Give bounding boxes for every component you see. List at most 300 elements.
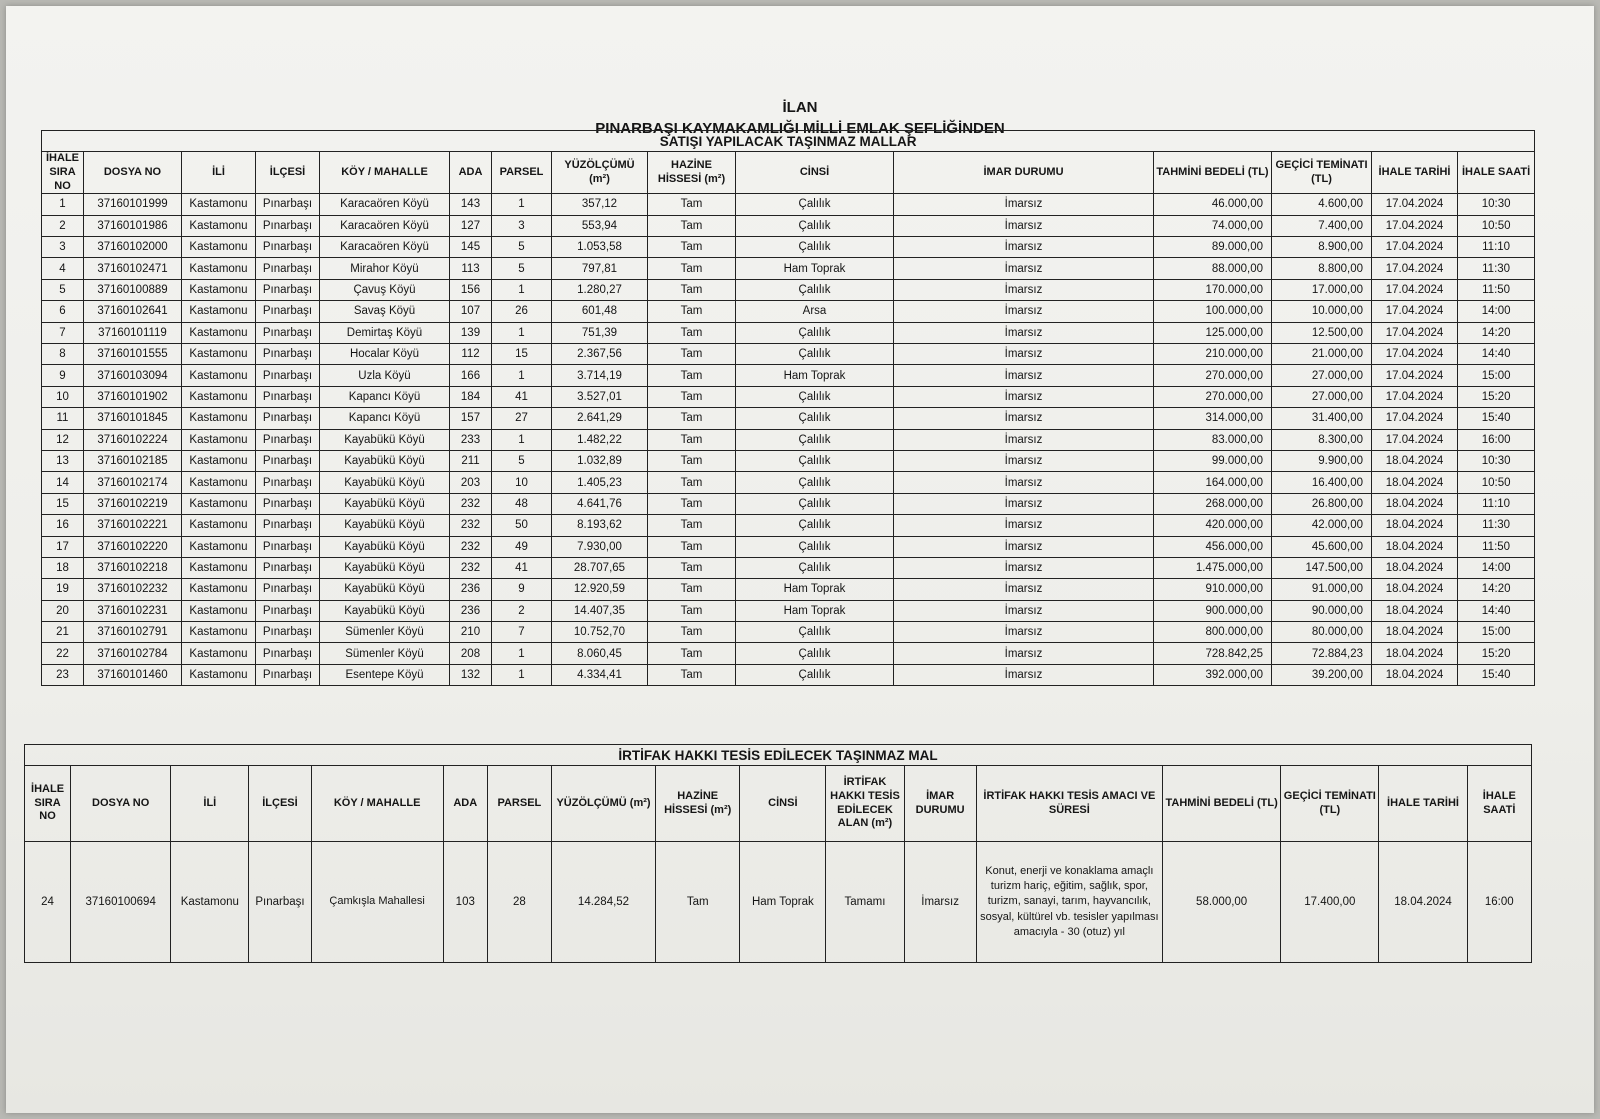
table-cell: 270.000,00 <box>1154 386 1272 407</box>
table-cell: 18 <box>42 557 84 578</box>
table-cell: 11 <box>42 408 84 429</box>
table-cell: 28 <box>487 842 551 963</box>
table-cell: 10.000,00 <box>1272 301 1372 322</box>
table-cell: İmarsız <box>894 429 1154 450</box>
table-cell: Çavuş Köyü <box>320 279 450 300</box>
table-cell: 8.900,00 <box>1272 237 1372 258</box>
easement-section-title: İRTİFAK HAKKI TESİS EDİLECEK TAŞINMAZ MAL <box>25 745 1532 766</box>
table-cell: 89.000,00 <box>1154 237 1272 258</box>
table-cell: 16.400,00 <box>1272 472 1372 493</box>
table-cell: Tam <box>648 279 736 300</box>
table-cell: 18.04.2024 <box>1379 842 1467 963</box>
table-cell: Demirtaş Köyü <box>320 322 450 343</box>
table-cell: 107 <box>450 301 492 322</box>
table-cell: Kastamonu <box>182 579 256 600</box>
column-header: İLÇESİ <box>256 152 320 194</box>
table-cell: 16:00 <box>1458 429 1535 450</box>
table-cell: 9 <box>42 365 84 386</box>
table-cell: 18.04.2024 <box>1372 450 1458 471</box>
table-cell: 3 <box>42 237 84 258</box>
table-cell: 166 <box>450 365 492 386</box>
table-cell: 601,48 <box>552 301 648 322</box>
table-cell: Çalılık <box>736 322 894 343</box>
column-header: KÖY / MAHALLE <box>311 766 443 842</box>
table-cell: Kastamonu <box>182 450 256 471</box>
table-cell: 1 <box>492 664 552 685</box>
table-cell: 37160101119 <box>84 322 182 343</box>
table-cell: Ham Toprak <box>740 842 826 963</box>
table-cell: 10 <box>42 386 84 407</box>
table-cell: Tam <box>648 301 736 322</box>
table-cell: Pınarbaşı <box>256 258 320 279</box>
table-cell: 37160100694 <box>71 842 171 963</box>
table-cell: Tam <box>648 429 736 450</box>
table-cell: Tam <box>648 450 736 471</box>
table-cell: Kayabükü Köyü <box>320 557 450 578</box>
table-cell: Kayabükü Köyü <box>320 536 450 557</box>
table-cell: 10 <box>492 472 552 493</box>
table-cell: Ham Toprak <box>736 600 894 621</box>
table-cell: 17.04.2024 <box>1372 429 1458 450</box>
table-cell: 41 <box>492 386 552 407</box>
table-cell: 15:20 <box>1458 386 1535 407</box>
table-cell: 8.060,45 <box>552 643 648 664</box>
table-cell: 18.04.2024 <box>1372 664 1458 685</box>
table-cell: Tam <box>648 365 736 386</box>
table-cell: 8.193,62 <box>552 515 648 536</box>
table-cell: 39.200,00 <box>1272 664 1372 685</box>
table-cell: 17.04.2024 <box>1372 258 1458 279</box>
table-row <box>42 429 1535 450</box>
table-cell: 203 <box>450 472 492 493</box>
table-cell: 26 <box>492 301 552 322</box>
table-cell: Kastamonu <box>182 515 256 536</box>
table-cell: 17.000,00 <box>1272 279 1372 300</box>
table-cell: 210 <box>450 622 492 643</box>
table-cell: 268.000,00 <box>1154 493 1272 514</box>
table-cell: Karacaören Köyü <box>320 215 450 236</box>
table-cell: İmarsız <box>894 622 1154 643</box>
table-cell: Tam <box>648 258 736 279</box>
table-cell: Çalılık <box>736 429 894 450</box>
table-cell: Kastamonu <box>182 258 256 279</box>
table-cell: 16 <box>42 515 84 536</box>
table-cell: 233 <box>450 429 492 450</box>
sale-section-title: SATIŞI YAPILACAK TAŞINMAZ MALLAR <box>42 131 1535 152</box>
table-cell: 24 <box>25 842 71 963</box>
table-cell: 11:50 <box>1458 536 1535 557</box>
table-row <box>42 279 1535 300</box>
table-cell: 17.400,00 <box>1281 842 1379 963</box>
table-cell: 8.800,00 <box>1272 258 1372 279</box>
table-cell: 1.475.000,00 <box>1154 557 1272 578</box>
table-cell: İmarsız <box>894 237 1154 258</box>
table-row <box>42 515 1535 536</box>
column-header: YÜZÖLÇÜMÜ (m²) <box>552 152 648 194</box>
column-header: İHALE SAATİ <box>1467 766 1531 842</box>
table-cell: İmarsız <box>894 600 1154 621</box>
column-header: ADA <box>443 766 487 842</box>
table-cell: 15 <box>42 493 84 514</box>
table-cell: Kayabükü Köyü <box>320 515 450 536</box>
table-cell: Pınarbaşı <box>256 493 320 514</box>
table-cell: Mirahor Köyü <box>320 258 450 279</box>
column-header: PARSEL <box>487 766 551 842</box>
table-cell: 7.930,00 <box>552 536 648 557</box>
column-header: İMAR DURUMU <box>894 152 1154 194</box>
table-cell: 17.04.2024 <box>1372 386 1458 407</box>
table-row <box>42 493 1535 514</box>
table-cell: İmarsız <box>904 842 976 963</box>
table-cell: 18.04.2024 <box>1372 643 1458 664</box>
table-row <box>42 579 1535 600</box>
table-cell: İmarsız <box>894 301 1154 322</box>
table-cell: Kastamonu <box>182 237 256 258</box>
table-cell: 15:00 <box>1458 365 1535 386</box>
table-cell: 232 <box>450 557 492 578</box>
table-cell: Tam <box>648 237 736 258</box>
table-cell: 48 <box>492 493 552 514</box>
table-cell: Çalılık <box>736 515 894 536</box>
table-cell: 37160101555 <box>84 343 182 364</box>
table-cell: 37160101986 <box>84 215 182 236</box>
table-cell: Kayabükü Köyü <box>320 429 450 450</box>
table-cell: 37160102791 <box>84 622 182 643</box>
table-cell: 236 <box>450 600 492 621</box>
table-cell: 14.284,52 <box>551 842 655 963</box>
table-cell: İmarsız <box>894 472 1154 493</box>
column-header: İHALE SIRA NO <box>25 766 71 842</box>
table-cell: Tam <box>648 536 736 557</box>
table-cell: 16:00 <box>1467 842 1531 963</box>
table-cell: 37160102174 <box>84 472 182 493</box>
table-cell: Tamamı <box>826 842 904 963</box>
table-cell: Pınarbaşı <box>256 600 320 621</box>
table-cell: 456.000,00 <box>1154 536 1272 557</box>
table-row <box>42 536 1535 557</box>
table-cell: 37160102185 <box>84 450 182 471</box>
table-cell: 26.800,00 <box>1272 493 1372 514</box>
table-cell: 1.482,22 <box>552 429 648 450</box>
table-cell: Pınarbaşı <box>256 322 320 343</box>
table-cell: 83.000,00 <box>1154 429 1272 450</box>
table-cell: Pınarbaşı <box>256 386 320 407</box>
table-cell: Pınarbaşı <box>256 301 320 322</box>
table-cell: 1 <box>492 365 552 386</box>
table-cell: Tam <box>648 386 736 407</box>
table-cell: Kastamonu <box>182 279 256 300</box>
table-cell: 17.04.2024 <box>1372 279 1458 300</box>
table-row <box>42 215 1535 236</box>
table-cell: Savaş Köyü <box>320 301 450 322</box>
table-cell: 11:30 <box>1458 515 1535 536</box>
table-cell: 20 <box>42 600 84 621</box>
table-cell: 1 <box>42 194 84 215</box>
table-cell: Kastamonu <box>182 472 256 493</box>
table-row <box>42 386 1535 407</box>
column-header: YÜZÖLÇÜMÜ (m²) <box>551 766 655 842</box>
table-cell: İmarsız <box>894 643 1154 664</box>
table-cell: Çalılık <box>736 408 894 429</box>
table-row <box>42 664 1535 685</box>
table-cell: 1.280,27 <box>552 279 648 300</box>
sale-table <box>41 130 1535 686</box>
table-cell: 31.400,00 <box>1272 408 1372 429</box>
table-cell: İmarsız <box>894 664 1154 685</box>
column-header: GEÇİCİ TEMİNATI (TL) <box>1272 152 1372 194</box>
table-row <box>42 343 1535 364</box>
table-cell: 80.000,00 <box>1272 622 1372 643</box>
table-cell: 357,12 <box>552 194 648 215</box>
table-cell: 270.000,00 <box>1154 365 1272 386</box>
table-cell: Pınarbaşı <box>256 472 320 493</box>
table-cell: Kayabükü Köyü <box>320 450 450 471</box>
table-cell: 37160102232 <box>84 579 182 600</box>
table-cell: 17.04.2024 <box>1372 301 1458 322</box>
table-cell: 392.000,00 <box>1154 664 1272 685</box>
table-cell: 2.641,29 <box>552 408 648 429</box>
table-cell: Esentepe Köyü <box>320 664 450 685</box>
table-cell: 11:10 <box>1458 237 1535 258</box>
table-cell: 9.900,00 <box>1272 450 1372 471</box>
table-cell: İmarsız <box>894 343 1154 364</box>
table-cell: Ham Toprak <box>736 258 894 279</box>
table-cell: 7 <box>492 622 552 643</box>
table-cell: Arsa <box>736 301 894 322</box>
table-cell: 8.300,00 <box>1272 429 1372 450</box>
table-cell: Çalılık <box>736 493 894 514</box>
table-cell: 14:20 <box>1458 579 1535 600</box>
table-cell: 211 <box>450 450 492 471</box>
table-cell: Kastamonu <box>182 408 256 429</box>
table-cell: 23 <box>42 664 84 685</box>
table-cell: Çalılık <box>736 343 894 364</box>
table-cell: Çamkışla Mahallesi <box>311 842 443 963</box>
table-cell: İmarsız <box>894 258 1154 279</box>
table-cell: 1.405,23 <box>552 472 648 493</box>
table-cell: Konut, enerji ve konaklama amaçlı turizm hariç, eğitim, sağlık, spor, turizm, sanayi, tarım, hayvancılık, sosyal, kültürel vb. tesisler yapılması amacıyla - 30 (otuz) yıl <box>976 842 1162 963</box>
table-cell: 232 <box>450 493 492 514</box>
table-cell: 37160102641 <box>84 301 182 322</box>
table-cell: 72.884,23 <box>1272 643 1372 664</box>
table-cell: Kapancı Köyü <box>320 386 450 407</box>
table-row <box>42 643 1535 664</box>
table-cell: 113 <box>450 258 492 279</box>
table-cell: Çalılık <box>736 450 894 471</box>
table-cell: Tam <box>648 322 736 343</box>
column-header: İLÇESİ <box>249 766 311 842</box>
table-cell: Kastamonu <box>182 194 256 215</box>
column-header: DOSYA NO <box>84 152 182 194</box>
table-cell: 91.000,00 <box>1272 579 1372 600</box>
table-cell: Tam <box>648 408 736 429</box>
table-row <box>42 301 1535 322</box>
notice-title: İLAN <box>782 99 818 116</box>
table-cell: 37160101845 <box>84 408 182 429</box>
column-header: İHALE SIRA NO <box>42 152 84 194</box>
table-cell: Kastamonu <box>182 557 256 578</box>
table-cell: Tam <box>648 343 736 364</box>
table-cell: 14:40 <box>1458 600 1535 621</box>
table-cell: 127 <box>450 215 492 236</box>
table-cell: 1 <box>492 643 552 664</box>
table-cell: İmarsız <box>894 365 1154 386</box>
table-cell: 728.842,25 <box>1154 643 1272 664</box>
table-cell: 15:20 <box>1458 643 1535 664</box>
table-cell: 1 <box>492 194 552 215</box>
table-cell: 58.000,00 <box>1163 842 1281 963</box>
table-cell: İmarsız <box>894 322 1154 343</box>
column-header: ADA <box>450 152 492 194</box>
table-cell: Pınarbaşı <box>256 643 320 664</box>
table-cell: Ham Toprak <box>736 365 894 386</box>
column-header: CİNSİ <box>740 766 826 842</box>
table-cell: 2 <box>42 215 84 236</box>
table-cell: 3 <box>492 215 552 236</box>
table-cell: 50 <box>492 515 552 536</box>
table-cell: 17.04.2024 <box>1372 215 1458 236</box>
table-cell: 12 <box>42 429 84 450</box>
table-cell: 74.000,00 <box>1154 215 1272 236</box>
table-cell: 7 <box>42 322 84 343</box>
table-cell: Tam <box>648 194 736 215</box>
table-row <box>25 842 1532 963</box>
table-cell: Tam <box>648 472 736 493</box>
table-cell: İmarsız <box>894 579 1154 600</box>
table-cell: 10:30 <box>1458 450 1535 471</box>
table-row <box>42 322 1535 343</box>
table-cell: 170.000,00 <box>1154 279 1272 300</box>
table-cell: 18.04.2024 <box>1372 579 1458 600</box>
column-header: DOSYA NO <box>71 766 171 842</box>
table-cell: 15:40 <box>1458 664 1535 685</box>
table-cell: 88.000,00 <box>1154 258 1272 279</box>
table-cell: Tam <box>648 643 736 664</box>
table-row <box>42 365 1535 386</box>
table-cell: 15 <box>492 343 552 364</box>
table-cell: 10:30 <box>1458 194 1535 215</box>
table-cell: İmarsız <box>894 515 1154 536</box>
table-cell: 5 <box>492 237 552 258</box>
table-cell: Sümenler Köyü <box>320 643 450 664</box>
table-cell: Tam <box>648 557 736 578</box>
table-cell: Çalılık <box>736 536 894 557</box>
table-cell: 37160102218 <box>84 557 182 578</box>
table-cell: Kastamonu <box>182 536 256 557</box>
table-row <box>42 472 1535 493</box>
table-cell: Kastamonu <box>171 842 249 963</box>
table-cell: Kastamonu <box>182 343 256 364</box>
table-cell: 125.000,00 <box>1154 322 1272 343</box>
table-cell: 37160102221 <box>84 515 182 536</box>
table-cell: 4.334,41 <box>552 664 648 685</box>
table-cell: Pınarbaşı <box>256 579 320 600</box>
table-cell: 18.04.2024 <box>1372 536 1458 557</box>
table-cell: 11:50 <box>1458 279 1535 300</box>
table-cell: 147.500,00 <box>1272 557 1372 578</box>
table-cell: 17.04.2024 <box>1372 365 1458 386</box>
column-header: HAZİNE HİSSESİ (m²) <box>648 152 736 194</box>
column-header: İMAR DURUMU <box>904 766 976 842</box>
table-cell: Pınarbaşı <box>256 557 320 578</box>
table-cell: 208 <box>450 643 492 664</box>
column-header: İHALE TARİHİ <box>1372 152 1458 194</box>
table-cell: 11:10 <box>1458 493 1535 514</box>
table-cell: 4.641,76 <box>552 493 648 514</box>
table-cell: Pınarbaşı <box>256 408 320 429</box>
table-cell: İmarsız <box>894 493 1154 514</box>
table-cell: 910.000,00 <box>1154 579 1272 600</box>
table-cell: Kastamonu <box>182 429 256 450</box>
table-cell: İmarsız <box>894 450 1154 471</box>
table-cell: 14 <box>42 472 84 493</box>
easement-table-header <box>25 766 1532 842</box>
table-cell: Tam <box>648 622 736 643</box>
column-header: HAZİNE HİSSESİ (m²) <box>656 766 740 842</box>
table-cell: 18.04.2024 <box>1372 515 1458 536</box>
table-cell: 12.500,00 <box>1272 322 1372 343</box>
table-cell: 18.04.2024 <box>1372 622 1458 643</box>
table-cell: 420.000,00 <box>1154 515 1272 536</box>
table-cell: İmarsız <box>894 386 1154 407</box>
table-cell: 7.400,00 <box>1272 215 1372 236</box>
table-cell: Tam <box>648 515 736 536</box>
table-cell: Tam <box>648 579 736 600</box>
table-cell: 314.000,00 <box>1154 408 1272 429</box>
table-cell: Çalılık <box>736 643 894 664</box>
table-cell: 12.920,59 <box>552 579 648 600</box>
table-cell: 1 <box>492 279 552 300</box>
table-cell: Tam <box>648 664 736 685</box>
table-cell: Tam <box>648 600 736 621</box>
table-cell: 17.04.2024 <box>1372 322 1458 343</box>
table-cell: 900.000,00 <box>1154 600 1272 621</box>
table-cell: Pınarbaşı <box>256 215 320 236</box>
column-header: İHALE TARİHİ <box>1379 766 1467 842</box>
table-cell: 14:00 <box>1458 557 1535 578</box>
table-cell: 5 <box>42 279 84 300</box>
column-header: İRTİFAK HAKKI TESİS AMACI VE SÜRESİ <box>976 766 1162 842</box>
table-cell: Hocalar Köyü <box>320 343 450 364</box>
column-header: İLİ <box>171 766 249 842</box>
table-cell: 139 <box>450 322 492 343</box>
table-cell: Pınarbaşı <box>256 194 320 215</box>
table-cell: 45.600,00 <box>1272 536 1372 557</box>
table-cell: 553,94 <box>552 215 648 236</box>
table-cell: Pınarbaşı <box>256 515 320 536</box>
table-cell: 27.000,00 <box>1272 386 1372 407</box>
table-cell: 14:00 <box>1458 301 1535 322</box>
table-cell: 37160103094 <box>84 365 182 386</box>
table-cell: 797,81 <box>552 258 648 279</box>
table-cell: Çalılık <box>736 386 894 407</box>
table-cell: 232 <box>450 536 492 557</box>
table-cell: Kayabükü Köyü <box>320 493 450 514</box>
table-row <box>42 557 1535 578</box>
table-cell: 5 <box>492 258 552 279</box>
table-cell: 145 <box>450 237 492 258</box>
column-header: TAHMİNİ BEDELİ (TL) <box>1154 152 1272 194</box>
table-cell: Pınarbaşı <box>256 664 320 685</box>
table-cell: 27 <box>492 408 552 429</box>
table-cell: 103 <box>443 842 487 963</box>
table-row <box>42 600 1535 621</box>
table-cell: Çalılık <box>736 664 894 685</box>
table-cell: 132 <box>450 664 492 685</box>
table-cell: 14.407,35 <box>552 600 648 621</box>
table-row <box>42 194 1535 215</box>
table-cell: Tam <box>648 215 736 236</box>
